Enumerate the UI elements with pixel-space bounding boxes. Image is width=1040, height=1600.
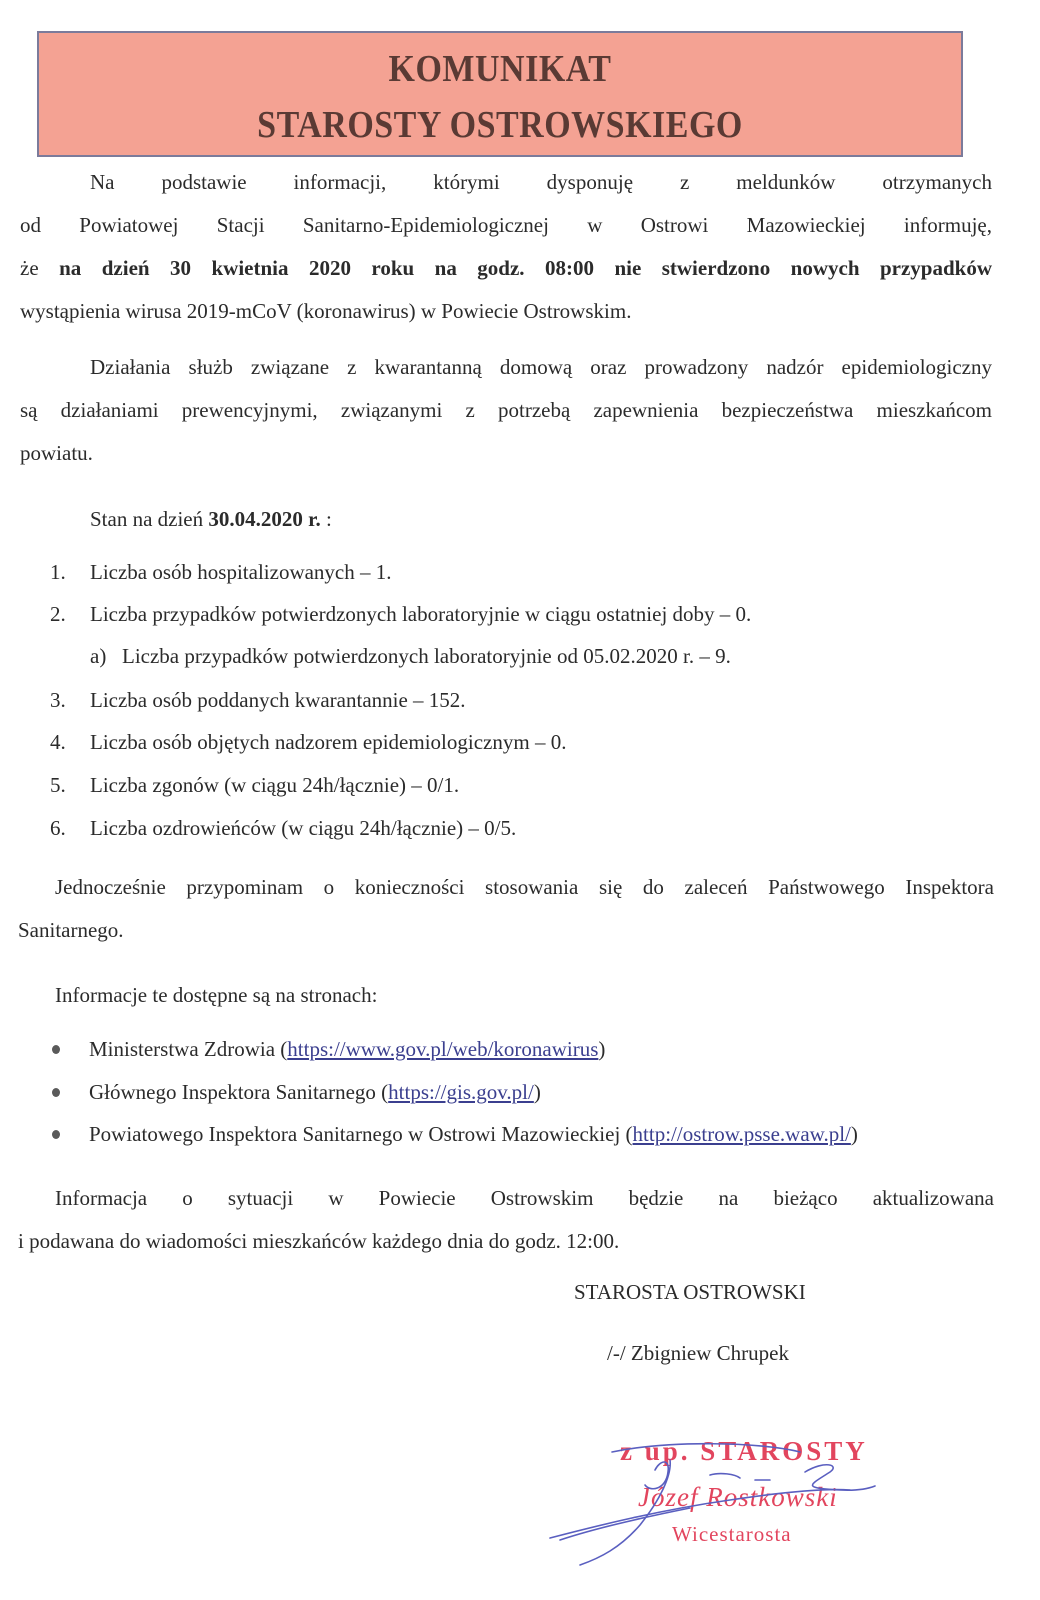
bullet-icon: [52, 1045, 60, 1054]
source-close: ): [533, 1080, 541, 1104]
stats-item-number: 4.: [50, 730, 66, 754]
stats-item-text: Liczba osób poddanych kwarantannie – 152.: [90, 688, 466, 712]
source-close: ): [850, 1122, 858, 1146]
reminder-line-1: Jednocześnie przypominam o konieczności stosowania się do zaleceń Państwowego Inspektora: [55, 875, 994, 899]
status-text: [20, 498, 992, 541]
actions-paragraph: [20, 346, 992, 475]
intro-line-3: [20, 247, 992, 290]
stats-item-number: a): [90, 644, 107, 668]
stamp-line-3: Wicestarosta: [672, 1522, 792, 1546]
source-label: Głównego Inspektora Sanitarnego (: [89, 1080, 389, 1104]
stats-item: [50, 816, 516, 846]
reminder-line-2: Sanitarnego.: [18, 918, 124, 942]
update-line-2: i podawana do wiadomości mieszkańców każdego dnia do godz. 12:00.: [18, 1229, 620, 1253]
stats-item-text: Liczba ozdrowieńców (w ciągu 24h/łącznie) – 0/5.: [90, 816, 517, 840]
stats-item: [50, 730, 566, 760]
stats-item-text: Liczba przypadków potwierdzonych laboratoryjnie od 05.02.2020 r. – 9.: [122, 644, 731, 668]
stats-item-text: Liczba zgonów (w ciągu 24h/łącznie) – 0/1.: [90, 773, 460, 797]
actions-line-2: są działaniami prewencyjnymi, związanymi z potrzebą zapewnienia bezpieczeństwa mieszkańcom: [20, 398, 992, 422]
handwritten-signature-icon: [540, 1430, 880, 1570]
stats-item-number: 5.: [50, 773, 66, 797]
header-title: KOMUNIKAT: [388, 48, 612, 91]
actions-line-3: powiatu.: [20, 441, 93, 465]
update-paragraph: [18, 1177, 994, 1263]
stats-item: [50, 688, 466, 718]
sources-intro: [55, 974, 1027, 1017]
intro-line-4: wystąpienia wirusa 2019-mCoV (koronawirus) w Powiecie Ostrowskim.: [20, 299, 632, 323]
stamp-line-2: Józef Rostkowski: [638, 1482, 838, 1512]
stats-item-number: 3.: [50, 688, 66, 712]
source-link[interactable]: https://www.gov.pl/web/koronawirus: [287, 1037, 599, 1061]
stats-item-text: Liczba osób objętych nadzorem epidemiologicznym – 0.: [90, 730, 567, 754]
signature-name: /-/ Zbigniew Chrupek: [607, 1341, 789, 1365]
stats-item: [50, 560, 392, 590]
stats-item-text: Liczba przypadków potwierdzonych laboratoryjnie w ciągu ostatniej doby – 0.: [90, 602, 752, 626]
intro-line-2: od Powiatowej Stacji Sanitarno-Epidemiologicznej w Ostrowi Mazowieckiej informuję,: [20, 213, 992, 237]
source-item: [52, 1037, 605, 1062]
status-line: [20, 498, 992, 541]
source-label: Powiatowego Inspektora Sanitarnego w Ostrowi Mazowieckiej (: [89, 1122, 633, 1146]
stamp-line-1: z up. STAROSTY: [620, 1436, 868, 1466]
intro-line-3-prefix: że: [20, 256, 60, 280]
official-stamp: [540, 1430, 880, 1570]
intro-line-1: Na podstawie informacji, którymi dysponuję z meldunków otrzymanych: [90, 170, 992, 194]
stats-item: [50, 773, 459, 803]
intro-paragraph: [20, 161, 992, 333]
stats-item-number: 2.: [50, 602, 66, 626]
status-prefix: Stan na dzień: [90, 507, 209, 531]
intro-highlight: na dzień 30 kwietnia 2020 roku na godz. 08:00 nie stwierdzono nowych przypadków: [59, 256, 992, 280]
source-close: ): [598, 1037, 606, 1061]
source-label: Ministerstwa Zdrowia (: [89, 1037, 288, 1061]
source-item: [52, 1080, 541, 1105]
source-link[interactable]: https://gis.gov.pl/: [388, 1080, 534, 1104]
source-item: [52, 1122, 858, 1147]
bullet-icon: [52, 1088, 60, 1097]
status-date: 30.04.2020 r.: [208, 507, 321, 531]
sources-intro-text: Informacje te dostępne są na stronach:: [55, 983, 378, 1007]
stats-item: [50, 602, 751, 632]
update-line-1: Informacja o sytuacji w Powiecie Ostrowskim będzie na bieżąco aktualizowana: [55, 1186, 994, 1210]
status-suffix: :: [320, 507, 332, 531]
stats-item-number: 1.: [50, 560, 66, 584]
source-link[interactable]: http://ostrow.psse.waw.pl/: [632, 1122, 851, 1146]
header-banner: [37, 31, 963, 157]
actions-line-1: Działania służb związane z kwarantanną domową oraz prowadzony nadzór epidemiologiczny: [90, 355, 992, 379]
header-subtitle: STAROSTY OSTROWSKIEGO: [257, 104, 743, 147]
reminder-paragraph: [18, 866, 994, 952]
stats-item-number: 6.: [50, 816, 66, 840]
signature-title: STAROSTA OSTROWSKI: [574, 1280, 806, 1304]
stats-subitem: [90, 644, 731, 674]
stats-item-text: Liczba osób hospitalizowanych – 1.: [90, 560, 392, 584]
bullet-icon: [52, 1130, 60, 1139]
